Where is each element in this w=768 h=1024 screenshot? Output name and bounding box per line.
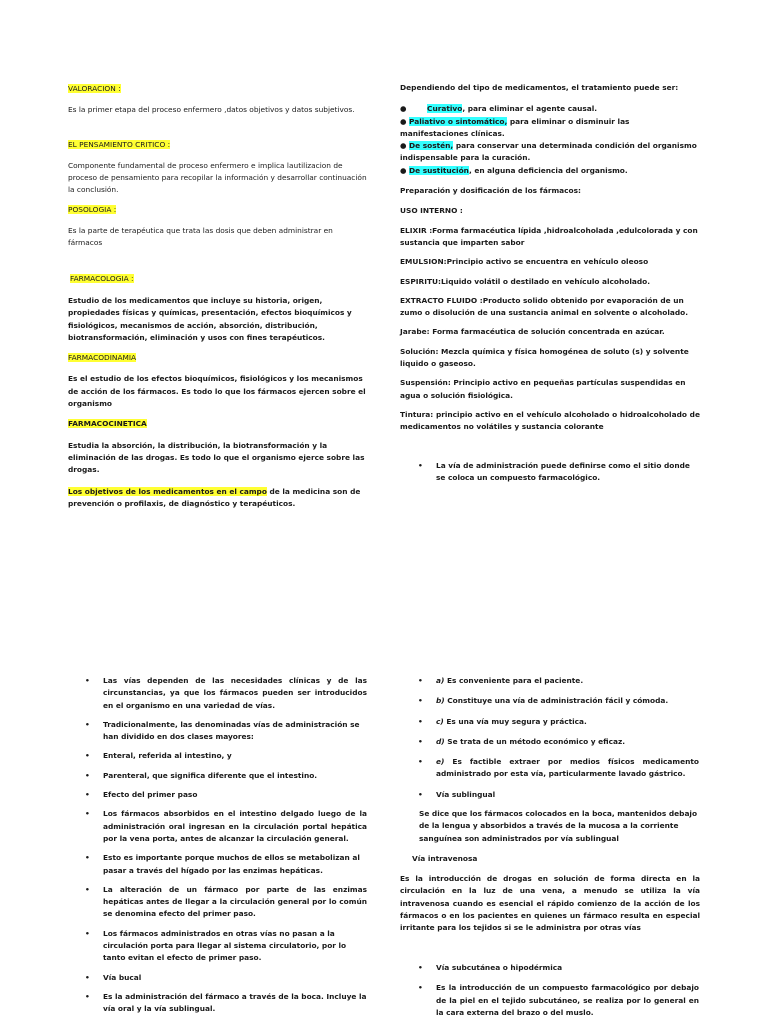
espiritu-text: ESPIRITU:Liquido volátil o destilado en vehículo alcoholado. <box>400 276 651 286</box>
top-left-column <box>68 83 368 510</box>
item-text: Es una vía muy segura y práctica. <box>443 716 587 726</box>
bottom-left-column <box>103 675 367 1016</box>
via-sublingual-item: • Vía sublingual <box>436 789 699 801</box>
list-item <box>436 756 699 781</box>
list-item: • Enteral, referida al intestino, y <box>103 750 367 762</box>
via-intravenosa-heading: Vía intravenosa <box>412 854 478 863</box>
sosten-rest: para conservar una determinada condición del organismo indispensable para la curación. <box>400 141 697 163</box>
list-item <box>436 716 699 728</box>
list-item: • Los fármacos administrados en otras vías no pasan a la circulación porta para llegar al sistema circulatorio, por lo tanto evitan el efecto de primer paso. <box>103 928 367 965</box>
curativo-rest: , para eliminar el agente causal. <box>462 104 598 114</box>
uso-interno-heading: USO INTERNO : <box>400 206 463 216</box>
emulsion-text: EMULSION:Principio activo se encuentra en vehículo oleoso <box>400 257 649 267</box>
curativo-item: ● Curativo, para eliminar el agente causal. <box>400 104 598 114</box>
sosten-label: De sostén, <box>409 141 454 151</box>
item-letter: b) <box>436 696 445 706</box>
farmacodinamia-title: FARMACODINAMIA <box>68 353 137 363</box>
posologia-title: POSOLOGIA : <box>68 204 117 214</box>
item-letter: a) <box>436 676 445 685</box>
item-letter: e) <box>436 757 445 767</box>
subcutanea-list <box>436 962 699 1019</box>
sosten-item: ● De sostén, para conservar una determinada condición del organismo indispensable para la curación. <box>400 141 697 163</box>
curativo-label: Curativo <box>427 104 463 114</box>
objetivos-highlight: Los objetivos de los medicamentos en el campo <box>68 486 267 496</box>
subcutanea-text: • Es la introducción de un compuesto farmacológico por debajo de la piel en el tejido subcutáneo, se realiza por lo general en la cara externa del brazo o del muslo. <box>436 982 699 1019</box>
subcutanea-block <box>436 962 699 1019</box>
list-item: • Vía bucal <box>103 972 367 984</box>
via-subcutanea-item: • Vía subcutánea o hipodérmica <box>436 962 699 974</box>
paliativo-rest: para eliminar o disminuir las manifestaciones clínicas. <box>400 116 630 138</box>
farmacodinamia-text: Es el estudio de los efectos bioquímicos, fisiológicos y los mecanismos de acción de los fármacos. Es todo lo que los fármacos ejercen sobre el organismo <box>68 374 366 409</box>
sustitucion-rest: , en alguna deficiencia del organismo. <box>468 165 628 175</box>
solucion-text: Solución: Mezcla química y física homogénea de soluto (s) y solvente liquido o gaseoso. <box>400 346 689 369</box>
list-item: • La alteración de un fármaco por parte de las enzimas hepáticas antes de llegar a la circulación general por lo común se denomina efecto del primer paso. <box>103 884 367 921</box>
farmacocinetica-title: FARMACOCINETICA <box>68 419 147 429</box>
sustitucion-label: De sustitución <box>409 165 469 175</box>
sublingual-text: Se dice que los fármacos colocados en la boca, mantenidos debajo de la lengua y absorbidos a través de la mucosa a la corriente sanguínea son administrados por vía sublingual <box>419 809 698 843</box>
valoracion-text: Es la primer etapa del proceso enfermero ,datos objetivos y datos subjetivos. <box>68 105 355 115</box>
item-text: Es conveniente para el paciente. <box>444 676 584 685</box>
objetivos-paragraph <box>68 486 368 511</box>
jarabe-text: Jarabe: Forma farmacéutica de solución concentrada en azúcar. <box>400 327 665 337</box>
list-item: • Las vías dependen de las necesidades clínicas y de las circunstancias, ya que los fármacos pueden ser introducidos en el organismo en una variedad de vías. <box>103 675 367 712</box>
list-item: • Parenteral, que significa diferente que el intestino. <box>103 770 367 782</box>
preparacion-heading: Preparación y dosificación de los fármacos: <box>400 186 581 196</box>
pensamiento-text: Componente fundamental de proceso enfermero e implica lautilizacion de proceso de pensamiento para recopilar la información y desarrollar continuación la conclusión. <box>68 160 367 195</box>
list-item: • Esto es importante porque muchos de ellos se metabolizan al pasar a través del hígado por las enzimas hepáticas. <box>103 852 367 877</box>
list-item: • Efecto del primer paso <box>103 789 367 801</box>
item-text: Se trata de un método económico y eficaz. <box>444 736 626 746</box>
objetivos-rest: de la medicina son de prevención o profilaxis, de diagnóstico y terapéuticos. <box>68 486 361 508</box>
item-text: Es factible extraer por medios físicos medicamento administrado por esta vía, particularmente lavado gástrico. <box>436 757 699 779</box>
pensamiento-title: EL PENSAMIENTO CRITICO : <box>68 139 171 149</box>
extracto-text: EXTRACTO FLUIDO :Producto solido obtenido por evaporación de un zumo o disolución de una sustancia animal en solvente o alcoholado. <box>400 295 689 318</box>
list-item: • Es la administración del fármaco a través de la boca. Incluye la vía oral y la vía sublingual. <box>103 991 367 1016</box>
paliativo-item: ● Paliativo o sintomático, para eliminar o disminuir las manifestaciones clínicas. <box>400 116 630 138</box>
intravenosa-text: Es la introducción de drogas en solución de forma directa en la circulación en la luz de una vena, a menudo se utiliza la vía intravenosa cuando es esencial el rápido comienzo de la acción de los fármacos o en los pacientes en quienes un fármaco resulta en especial irritante para los tejidos si se le administra por otras vías <box>400 874 700 933</box>
farmacologia-text: Estudio de los medicamentos que incluye su historia, origen, propiedades físicas y químicas, presentación, efectos bioquímicos y fisiológicos, mecanismos de acción, absorción, distribución, biotransformación, eliminación y usos con fines terapéuticos. <box>68 295 352 342</box>
list-item <box>436 675 699 687</box>
posologia-text: Es la parte de terapéutica que trata las dosis que deben administrar en fármacos <box>68 226 333 248</box>
bottom-right-column <box>436 675 699 801</box>
via-definicion-text: • La vía de administración puede definirse como el sitio donde se coloca un compuesto farmacológico. <box>436 460 700 485</box>
list-item: • Tradicionalmente, las denominadas vías de administración se han dividido en dos clases mayores: <box>103 719 367 744</box>
ventajas-list <box>436 675 699 801</box>
farmacocinetica-text: Estudia la absorción, la distribución, la biotransformación y la eliminación de las drogas. Es todo lo que el organismo ejerce sobre las drogas. <box>68 440 365 475</box>
item-letter: c) <box>436 716 444 726</box>
top-right-column <box>400 82 700 484</box>
sustitucion-item: ● De sustitución, en alguna deficiencia del organismo. <box>400 165 628 175</box>
item-text: Constituye una vía de administración fácil y cómoda. <box>444 696 669 706</box>
elixir-text: ELIXIR :Forma farmacéutica lípida ,hidroalcoholada ,edulcolorada y con sustancia que imparten sabor <box>400 225 698 247</box>
tratamiento-intro: Dependiendo del tipo de medicamentos, el tratamiento puede ser: <box>400 83 679 92</box>
list-item: • Los fármacos absorbidos en el intestino delgado luego de la administración oral ingresan en la circulación portal hepática por la vena porta, antes de alcanzar la circulación general. <box>103 808 367 845</box>
list-item <box>436 695 699 707</box>
valoracion-title: VALORACION : <box>68 84 121 93</box>
vias-list <box>103 675 367 1016</box>
suspension-text: Suspensión: Principio activo en pequeñas partículas suspendidas en agua o solución fisiológica. <box>400 378 686 400</box>
tintura-text: Tintura: principio activo en el vehículo alcoholado o hidroalcoholado de medicamentos no volátiles y sustancia colorante <box>400 409 700 432</box>
paliativo-label: Paliativo o sintomático, <box>409 116 508 126</box>
item-letter: d) <box>436 736 445 746</box>
via-definicion-list <box>436 460 700 485</box>
farmacologia-title: FARMACOLOGIA : <box>70 273 134 283</box>
list-item <box>436 736 699 748</box>
